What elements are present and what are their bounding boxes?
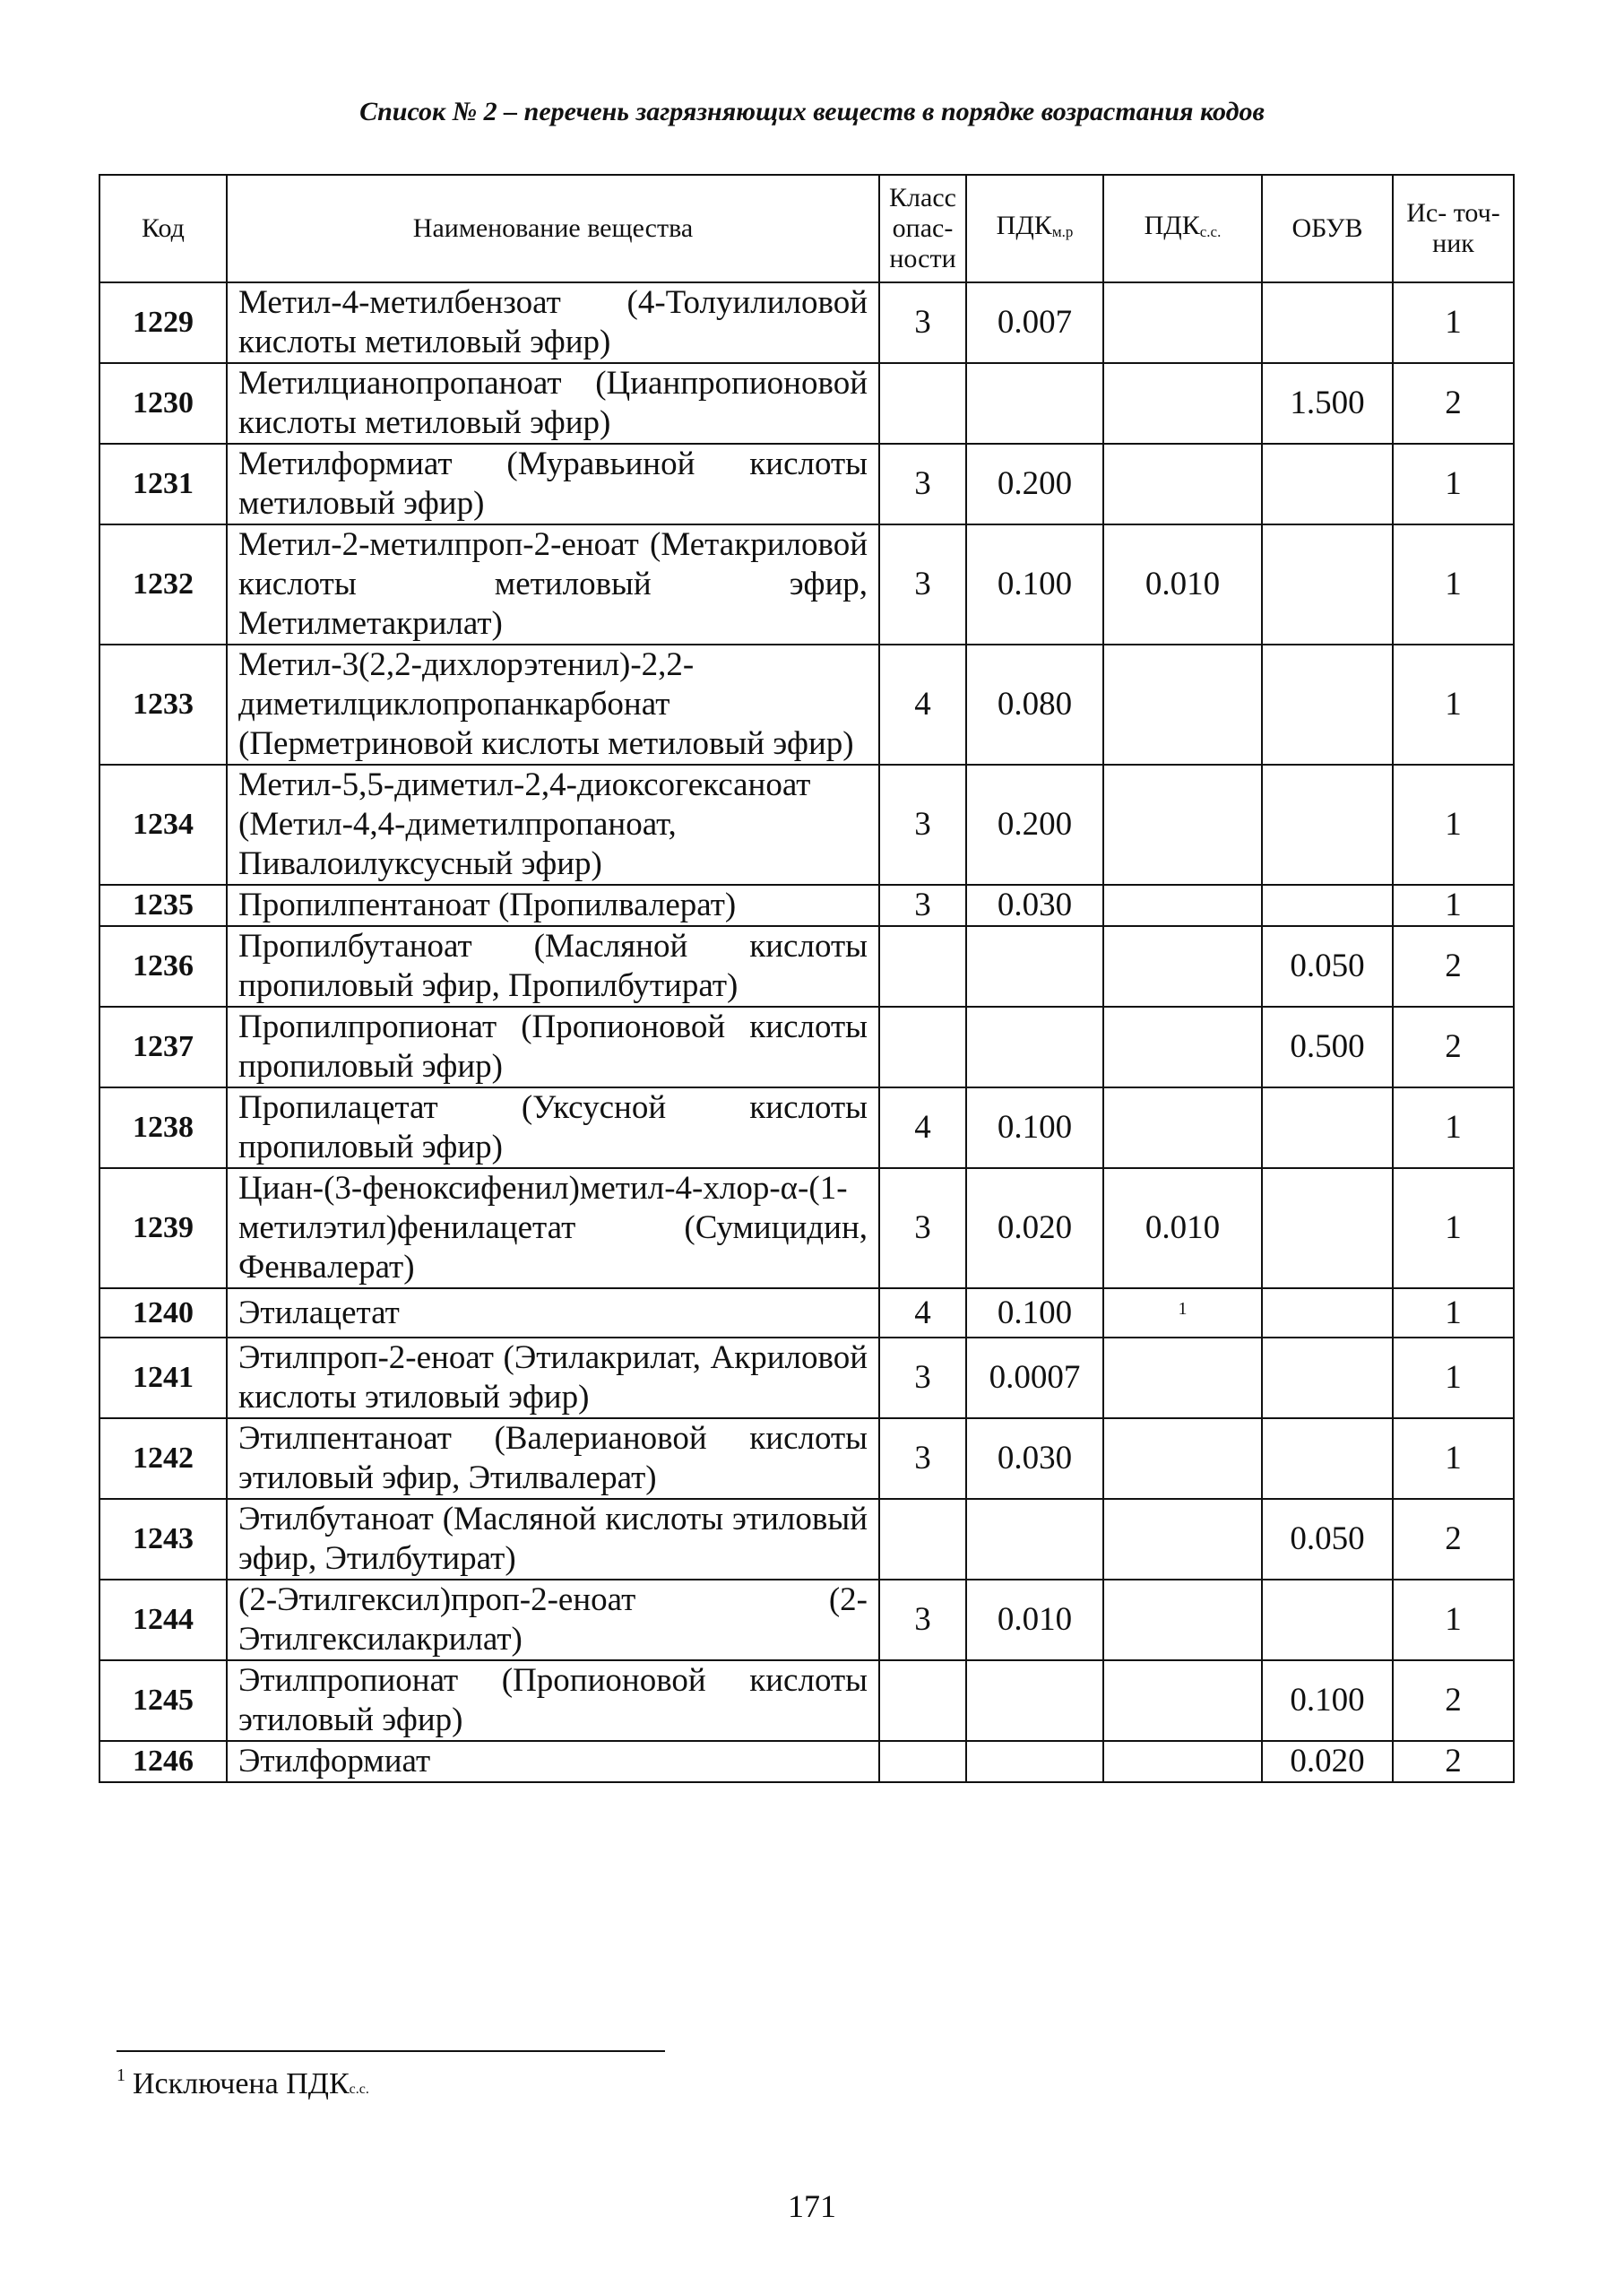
cell-obuv: 1.500 (1262, 363, 1393, 444)
cell-hazard-class: 4 (879, 1087, 966, 1168)
cell-hazard-class: 3 (879, 524, 966, 645)
table-row (99, 282, 1514, 363)
page-number: 171 (788, 2188, 836, 2224)
cell-pdk-ss (1103, 1580, 1262, 1660)
cell-pdk-mr (966, 1741, 1103, 1782)
cell-hazard-class: 3 (879, 885, 966, 926)
cell-name: (2-Этилгексил)проп-2-еноат (2-Этилгексилакрилат) (227, 1580, 879, 1660)
cell-code: 1245 (99, 1660, 227, 1741)
cell-source: 2 (1393, 363, 1514, 444)
cell-pdk-mr: 0.030 (966, 885, 1103, 926)
cell-code: 1246 (99, 1741, 227, 1782)
cell-pdk-ss (1103, 765, 1262, 885)
cell-pdk-mr: 0.100 (966, 1087, 1103, 1168)
cell-pdk-ss (1103, 1418, 1262, 1499)
cell-pdk-ss: 0.010 (1103, 524, 1262, 645)
cell-pdk-ss (1103, 1288, 1262, 1338)
cell-name: Циан-(3-феноксифенил)метил-4-хлор-α-(1-метилэтил)фенилацетат (Сумицидин, Фенвалерат) (227, 1168, 879, 1288)
cell-name: Этилпропионат (Пропионовой кислоты этиловый эфир) (227, 1660, 879, 1741)
cell-source: 1 (1393, 645, 1514, 765)
cell-hazard-class: 3 (879, 1418, 966, 1499)
cell-code: 1231 (99, 444, 227, 524)
table-row (99, 444, 1514, 524)
cell-source: 2 (1393, 1007, 1514, 1087)
table-row (99, 363, 1514, 444)
table-row (99, 885, 1514, 926)
cell-hazard-class (879, 1741, 966, 1782)
cell-pdk-mr: 0.100 (966, 1288, 1103, 1338)
cell-pdk-mr: 0.200 (966, 765, 1103, 885)
cell-code: 1238 (99, 1087, 227, 1168)
table-row (99, 765, 1514, 885)
cell-obuv (1262, 524, 1393, 645)
cell-pdk-ss (1103, 885, 1262, 926)
cell-name: Метилцианопропаноат (Цианпропионовой кислоты метиловый эфир) (227, 363, 879, 444)
footnote-sub: с.с. (349, 2082, 369, 2097)
cell-name: Этилпентаноат (Валериановой кислоты этиловый эфир, Этилвалерат) (227, 1418, 879, 1499)
table-header-row (99, 175, 1514, 282)
table-row (99, 926, 1514, 1007)
cell-pdk-ss (1103, 282, 1262, 363)
cell-obuv (1262, 444, 1393, 524)
footnote (117, 2065, 369, 2101)
cell-code: 1233 (99, 645, 227, 765)
cell-source: 1 (1393, 885, 1514, 926)
cell-source: 1 (1393, 444, 1514, 524)
header-name: Наименование вещества (227, 175, 879, 282)
table-body (99, 282, 1514, 1782)
cell-pdk-ss (1103, 926, 1262, 1007)
cell-code: 1237 (99, 1007, 227, 1087)
cell-hazard-class: 3 (879, 444, 966, 524)
cell-obuv (1262, 1418, 1393, 1499)
table-row (99, 1499, 1514, 1580)
cell-code: 1235 (99, 885, 227, 926)
cell-pdk-ss (1103, 444, 1262, 524)
cell-obuv (1262, 1168, 1393, 1288)
header-code: Код (99, 175, 227, 282)
cell-hazard-class: 3 (879, 765, 966, 885)
cell-hazard-class (879, 926, 966, 1007)
cell-pdk-ss (1103, 1741, 1262, 1782)
cell-source: 1 (1393, 1418, 1514, 1499)
cell-code: 1232 (99, 524, 227, 645)
cell-code: 1243 (99, 1499, 227, 1580)
cell-pdk-ss (1103, 645, 1262, 765)
header-pdk-mr: ПДКм.р (966, 175, 1103, 282)
substances-table (99, 174, 1515, 1783)
cell-code: 1230 (99, 363, 227, 444)
cell-hazard-class (879, 1660, 966, 1741)
cell-pdk-mr: 0.020 (966, 1168, 1103, 1288)
cell-pdk-mr (966, 926, 1103, 1007)
cell-obuv (1262, 1338, 1393, 1418)
cell-source: 1 (1393, 1580, 1514, 1660)
cell-code: 1236 (99, 926, 227, 1007)
cell-pdk-ss (1103, 1499, 1262, 1580)
table-row (99, 1007, 1514, 1087)
cell-obuv: 0.050 (1262, 1499, 1393, 1580)
cell-hazard-class: 4 (879, 1288, 966, 1338)
cell-obuv: 0.100 (1262, 1660, 1393, 1741)
cell-pdk-ss (1103, 1660, 1262, 1741)
cell-name: Этилацетат (227, 1288, 879, 1338)
header-hazard-class: Класс опас- ности (879, 175, 966, 282)
footnote-ref: 1 (1178, 1299, 1188, 1319)
table-row (99, 645, 1514, 765)
cell-name: Этилпроп-2-еноат (Этилакрилат, Акриловой кислоты этиловый эфир) (227, 1338, 879, 1418)
cell-name: Метил-5,5-диметил-2,4-диоксогексаноат (Метил-4,4-диметилпропаноат, Пивалоилуксусный эфир) (227, 765, 879, 885)
cell-source: 2 (1393, 1660, 1514, 1741)
header-pdk-ss: ПДКс.с. (1103, 175, 1262, 282)
cell-obuv (1262, 1288, 1393, 1338)
cell-name: Этилформиат (227, 1741, 879, 1782)
cell-pdk-ss (1103, 1338, 1262, 1418)
cell-code: 1229 (99, 282, 227, 363)
cell-code: 1241 (99, 1338, 227, 1418)
cell-obuv (1262, 765, 1393, 885)
header-obuv: ОБУВ (1262, 175, 1393, 282)
cell-code: 1242 (99, 1418, 227, 1499)
cell-pdk-mr (966, 1499, 1103, 1580)
cell-pdk-ss (1103, 1087, 1262, 1168)
cell-obuv (1262, 282, 1393, 363)
cell-hazard-class: 3 (879, 1580, 966, 1660)
cell-pdk-ss (1103, 363, 1262, 444)
cell-code: 1234 (99, 765, 227, 885)
cell-name: Метил-2-метилпроп-2-еноат (Метакриловой кислоты метиловый эфир, Метилметакрилат) (227, 524, 879, 645)
cell-code: 1240 (99, 1288, 227, 1338)
footnote-mark: 1 (117, 2065, 125, 2085)
table-row (99, 1288, 1514, 1338)
cell-name: Метил-4-метилбензоат (4-Толуилиловой кислоты метиловый эфир) (227, 282, 879, 363)
cell-pdk-mr (966, 1007, 1103, 1087)
table-row (99, 524, 1514, 645)
cell-source: 2 (1393, 926, 1514, 1007)
cell-source: 1 (1393, 1338, 1514, 1418)
cell-obuv (1262, 645, 1393, 765)
cell-source: 2 (1393, 1741, 1514, 1782)
cell-source: 1 (1393, 765, 1514, 885)
page-title: Список № 2 – перечень загрязняющих веществ в порядке возрастания кодов (359, 97, 1265, 126)
cell-hazard-class (879, 363, 966, 444)
cell-source: 2 (1393, 1499, 1514, 1580)
cell-pdk-mr: 0.0007 (966, 1338, 1103, 1418)
cell-hazard-class (879, 1007, 966, 1087)
cell-pdk-mr: 0.030 (966, 1418, 1103, 1499)
cell-name: Пропилбутаноат (Масляной кислоты пропиловый эфир, Пропилбутират) (227, 926, 879, 1007)
footnote-text: Исключена ПДК (133, 2067, 350, 2100)
cell-pdk-ss (1103, 1007, 1262, 1087)
table-row (99, 1168, 1514, 1288)
cell-pdk-mr (966, 1660, 1103, 1741)
table-row (99, 1660, 1514, 1741)
cell-obuv (1262, 1087, 1393, 1168)
cell-name: Пропилпентаноат (Пропилвалерат) (227, 885, 879, 926)
cell-source: 1 (1393, 1288, 1514, 1338)
cell-pdk-mr: 0.200 (966, 444, 1103, 524)
cell-pdk-ss: 0.010 (1103, 1168, 1262, 1288)
table-row (99, 1741, 1514, 1782)
cell-pdk-mr: 0.100 (966, 524, 1103, 645)
footnote-divider (117, 2050, 665, 2052)
cell-source: 1 (1393, 1087, 1514, 1168)
cell-code: 1239 (99, 1168, 227, 1288)
cell-hazard-class: 3 (879, 282, 966, 363)
cell-name: Метил-3(2,2-дихлорэтенил)-2,2-диметилциклопропанкарбонат (Перметриновой кислоты метиловый эфир) (227, 645, 879, 765)
cell-obuv (1262, 1580, 1393, 1660)
cell-name: Пропилацетат (Уксусной кислоты пропиловый эфир) (227, 1087, 879, 1168)
cell-name: Пропилпропионат (Пропионовой кислоты пропиловый эфир) (227, 1007, 879, 1087)
cell-obuv: 0.500 (1262, 1007, 1393, 1087)
cell-hazard-class: 4 (879, 645, 966, 765)
cell-hazard-class: 3 (879, 1168, 966, 1288)
cell-hazard-class (879, 1499, 966, 1580)
header-source: Ис- точ- ник (1393, 175, 1514, 282)
table-row (99, 1580, 1514, 1660)
cell-pdk-mr: 0.010 (966, 1580, 1103, 1660)
cell-source: 1 (1393, 1168, 1514, 1288)
cell-name: Этилбутаноат (Масляной кислоты этиловый эфир, Этилбутират) (227, 1499, 879, 1580)
cell-obuv: 0.020 (1262, 1741, 1393, 1782)
table-row (99, 1338, 1514, 1418)
cell-obuv (1262, 885, 1393, 926)
cell-name: Метилформиат (Муравьиной кислоты метиловый эфир) (227, 444, 879, 524)
table-row (99, 1418, 1514, 1499)
cell-pdk-mr: 0.080 (966, 645, 1103, 765)
cell-pdk-mr (966, 363, 1103, 444)
cell-hazard-class: 3 (879, 1338, 966, 1418)
cell-obuv: 0.050 (1262, 926, 1393, 1007)
cell-source: 1 (1393, 282, 1514, 363)
cell-pdk-mr: 0.007 (966, 282, 1103, 363)
cell-source: 1 (1393, 524, 1514, 645)
table-row (99, 1087, 1514, 1168)
cell-code: 1244 (99, 1580, 227, 1660)
